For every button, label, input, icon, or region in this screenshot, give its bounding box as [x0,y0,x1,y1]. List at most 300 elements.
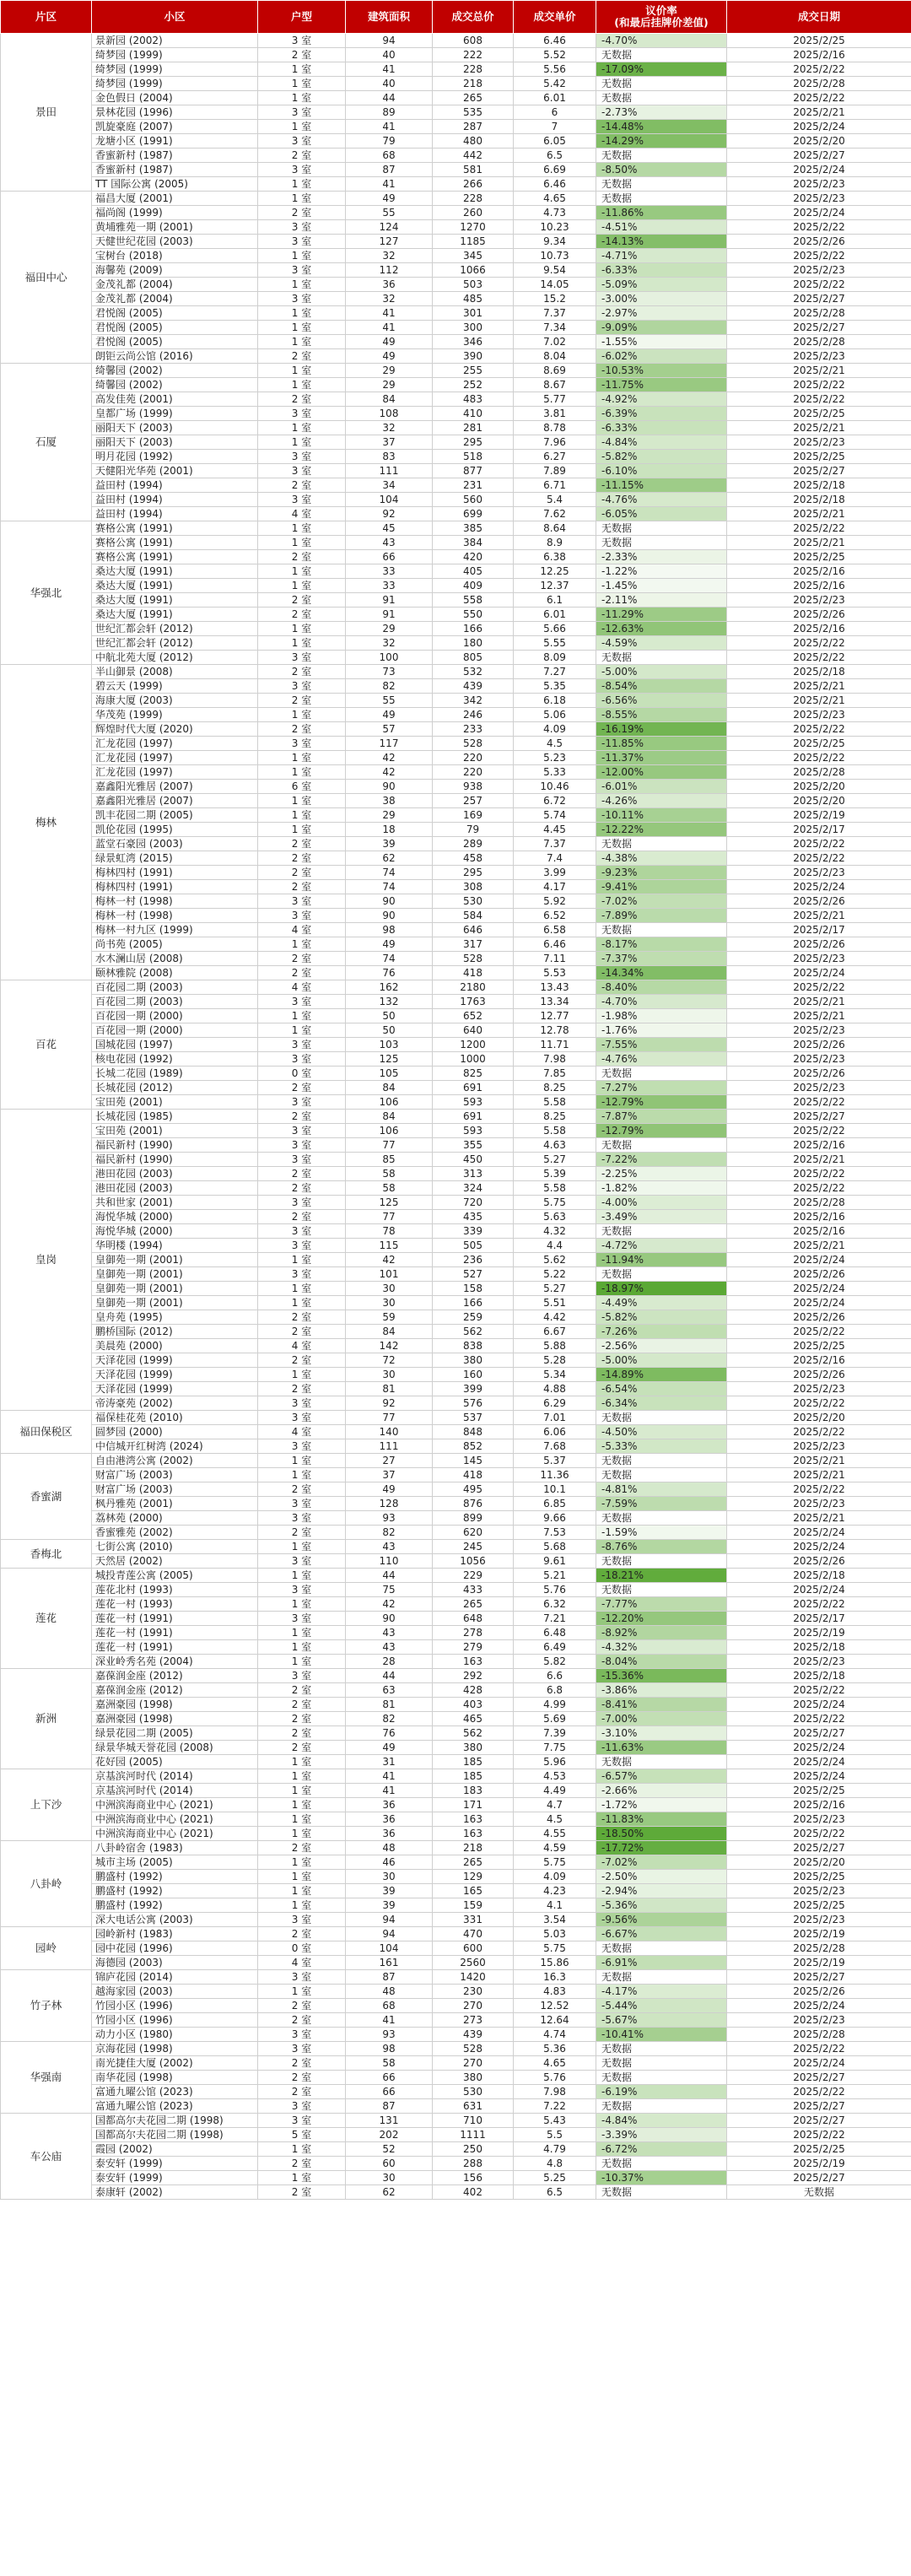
cell-layout: 2 室 [258,550,346,564]
cell-unit-price: 12.25 [514,564,596,579]
cell-discount-rate: 无数据 [596,837,727,851]
cell-discount-rate: -2.50% [596,1870,727,1884]
cell-total-price: 1763 [433,995,514,1009]
table-row [1,1626,911,1640]
cell-discount-rate: -5.00% [596,1353,727,1368]
cell-estate: 桑达大厦 (1991) [92,579,258,593]
cell-area: 49 [346,937,433,952]
cell-discount-rate: -5.82% [596,450,727,464]
table-row [1,1683,911,1698]
table-row [1,1439,911,1454]
cell-unit-price: 4.65 [514,192,596,206]
cell-area: 42 [346,751,433,765]
cell-unit-price: 11.36 [514,1468,596,1482]
cell-date: 2025/2/22 [727,651,911,665]
cell-date: 2025/2/19 [727,1956,911,1970]
cell-total-price: 228 [433,62,514,77]
cell-area: 104 [346,493,433,507]
cell-estate: 富通九曜公馆 (2023) [92,2085,258,2099]
cell-layout: 1 室 [258,1468,346,1482]
cell-date: 2025/2/16 [727,1798,911,1812]
cell-date: 2025/2/22 [727,1597,911,1612]
cell-discount-rate: -12.79% [596,1124,727,1138]
cell-total-price: 938 [433,780,514,794]
cell-area: 77 [346,1411,433,1425]
cell-unit-price: 6.46 [514,34,596,48]
cell-discount-rate: -4.72% [596,1239,727,1253]
cell-layout: 1 室 [258,435,346,450]
cell-layout: 2 室 [258,1482,346,1497]
cell-area: 74 [346,866,433,880]
cell-area: 41 [346,306,433,321]
cell-estate: 辉煌时代大厦 (2020) [92,722,258,737]
cell-estate: 富通九曜公馆 (2023) [92,2099,258,2114]
cell-total-price: 158 [433,1282,514,1296]
cell-unit-price: 7.68 [514,1439,596,1454]
cell-layout: 4 室 [258,923,346,937]
cell-district: 竹子林 [1,1970,92,2042]
cell-discount-rate: -6.33% [596,421,727,435]
cell-layout: 1 室 [258,177,346,192]
cell-area: 98 [346,923,433,937]
cell-discount-rate: -6.33% [596,263,727,278]
cell-discount-rate: -4.70% [596,995,727,1009]
table-row [1,163,911,177]
cell-estate: 香蜜新村 (1987) [92,149,258,163]
cell-discount-rate: -2.97% [596,306,727,321]
cell-unit-price: 9.54 [514,263,596,278]
table-row [1,507,911,521]
cell-area: 32 [346,636,433,651]
cell-total-price: 458 [433,851,514,866]
cell-area: 46 [346,1855,433,1870]
cell-discount-rate: -7.22% [596,1153,727,1167]
cell-unit-price: 5.77 [514,392,596,407]
cell-estate: 汇龙花园 (1997) [92,751,258,765]
cell-discount-rate: -7.87% [596,1110,727,1124]
table-row [1,608,911,622]
table-row [1,421,911,435]
cell-area: 125 [346,1052,433,1067]
cell-layout: 1 室 [258,1253,346,1267]
cell-unit-price: 6.67 [514,1325,596,1339]
cell-discount-rate: -11.75% [596,378,727,392]
cell-layout: 3 室 [258,163,346,177]
cell-date: 2025/2/25 [727,1870,911,1884]
table-row [1,966,911,980]
table-row [1,1482,911,1497]
cell-estate: 皇舟苑 (1995) [92,1310,258,1325]
cell-unit-price: 5.75 [514,1855,596,1870]
cell-area: 93 [346,1511,433,1526]
cell-layout: 2 室 [258,392,346,407]
cell-total-price: 699 [433,507,514,521]
cell-layout: 1 室 [258,1870,346,1884]
cell-estate: 长城花园 (2012) [92,1081,258,1095]
cell-unit-price: 5.82 [514,1655,596,1669]
cell-area: 44 [346,1569,433,1583]
table-row [1,1095,911,1110]
table-row [1,894,911,909]
cell-area: 55 [346,206,433,220]
cell-date: 2025/2/21 [727,105,911,120]
cell-estate: 鹏盛村 (1992) [92,1898,258,1913]
cell-date: 2025/2/22 [727,1425,911,1439]
table-row [1,1726,911,1741]
cell-total-price: 342 [433,694,514,708]
cell-layout: 1 室 [258,579,346,593]
cell-area: 104 [346,1941,433,1956]
table-row [1,1110,911,1124]
cell-discount-rate: 无数据 [596,77,727,91]
cell-area: 108 [346,407,433,421]
cell-date: 2025/2/27 [727,2114,911,2128]
cell-area: 18 [346,823,433,837]
cell-unit-price: 3.54 [514,1913,596,1927]
cell-discount-rate: 无数据 [596,1970,727,1985]
cell-discount-rate: -9.56% [596,1913,727,1927]
cell-area: 37 [346,1468,433,1482]
cell-layout: 1 室 [258,521,346,536]
cell-unit-price: 4.1 [514,1898,596,1913]
cell-layout: 1 室 [258,306,346,321]
cell-unit-price: 8.9 [514,536,596,550]
cell-date: 2025/2/24 [727,1741,911,1755]
cell-total-price: 600 [433,1941,514,1956]
cell-layout: 2 室 [258,665,346,679]
cell-total-price: 1000 [433,1052,514,1067]
cell-area: 74 [346,952,433,966]
cell-total-price: 355 [433,1138,514,1153]
cell-total-price: 278 [433,1626,514,1640]
cell-unit-price: 6.58 [514,923,596,937]
table-row [1,851,911,866]
cell-unit-price: 6.5 [514,149,596,163]
cell-area: 29 [346,622,433,636]
cell-layout: 3 室 [258,1913,346,1927]
cell-discount-rate: -14.89% [596,1368,727,1382]
cell-unit-price: 6.49 [514,1640,596,1655]
cell-total-price: 652 [433,1009,514,1023]
cell-estate: 长城花园 (1985) [92,1110,258,1124]
cell-total-price: 266 [433,177,514,192]
cell-unit-price: 4.23 [514,1884,596,1898]
cell-total-price: 380 [433,2071,514,2085]
cell-layout: 3 室 [258,1411,346,1425]
cell-district: 百花 [1,980,92,1110]
cell-total-price: 1200 [433,1038,514,1052]
cell-date: 2025/2/24 [727,2056,911,2071]
cell-district: 华强北 [1,521,92,665]
cell-layout: 1 室 [258,335,346,349]
cell-total-price: 218 [433,77,514,91]
cell-date: 2025/2/24 [727,1526,911,1540]
cell-area: 202 [346,2128,433,2142]
cell-area: 42 [346,1253,433,1267]
cell-unit-price: 8.69 [514,364,596,378]
cell-layout: 3 室 [258,2028,346,2042]
table-row [1,2085,911,2099]
cell-layout: 1 室 [258,1296,346,1310]
cell-total-price: 222 [433,48,514,62]
cell-total-price: 527 [433,1267,514,1282]
table-row [1,694,911,708]
cell-estate: 凯旋豪庭 (2007) [92,120,258,134]
cell-discount-rate: -4.76% [596,493,727,507]
cell-discount-rate: 无数据 [596,651,727,665]
table-row [1,48,911,62]
cell-unit-price: 4.09 [514,1870,596,1884]
cell-unit-price: 10.23 [514,220,596,235]
cell-layout: 2 室 [258,1110,346,1124]
cell-date: 2025/2/19 [727,808,911,823]
cell-estate: 霞园 (2002) [92,2142,258,2157]
cell-date: 2025/2/23 [727,1884,911,1898]
cell-estate: 竹园小区 (1996) [92,1999,258,2013]
cell-date: 2025/2/20 [727,794,911,808]
cell-total-price: 691 [433,1081,514,1095]
cell-unit-price: 12.64 [514,2013,596,2028]
cell-area: 44 [346,1669,433,1683]
cell-total-price: 231 [433,478,514,493]
cell-layout: 1 室 [258,937,346,952]
header-area: 建筑面积 [346,1,433,34]
cell-estate: 城市主场 (2005) [92,1855,258,1870]
cell-total-price: 450 [433,1153,514,1167]
cell-total-price: 289 [433,837,514,851]
cell-date: 2025/2/25 [727,2142,911,2157]
cell-layout: 3 室 [258,1153,346,1167]
cell-discount-rate: -9.41% [596,880,727,894]
cell-unit-price: 5.52 [514,48,596,62]
cell-layout: 3 室 [258,995,346,1009]
cell-layout: 2 室 [258,1683,346,1698]
cell-total-price: 720 [433,1196,514,1210]
cell-estate: 梅林四村 (1991) [92,880,258,894]
table-row [1,995,911,1009]
cell-area: 76 [346,1726,433,1741]
cell-estate: 赛格公寓 (1991) [92,536,258,550]
cell-discount-rate: -3.10% [596,1726,727,1741]
cell-discount-rate: -4.70% [596,34,727,48]
cell-total-price: 288 [433,2157,514,2171]
cell-discount-rate: -5.67% [596,2013,727,2028]
table-row [1,952,911,966]
cell-date: 2025/2/24 [727,1296,911,1310]
cell-estate: 福保桂花苑 (2010) [92,1411,258,1425]
table-row [1,1712,911,1726]
cell-layout: 2 室 [258,1210,346,1224]
cell-date: 2025/2/22 [727,91,911,105]
table-row [1,435,911,450]
cell-unit-price: 5.25 [514,2171,596,2185]
cell-district: 石厦 [1,364,92,521]
cell-area: 78 [346,1224,433,1239]
cell-layout: 3 室 [258,1224,346,1239]
cell-total-price: 528 [433,737,514,751]
cell-estate: 中洲滨海商业中心 (2021) [92,1827,258,1841]
cell-layout: 3 室 [258,2099,346,2114]
cell-layout: 2 室 [258,2071,346,2085]
cell-total-price: 163 [433,1827,514,1841]
cell-area: 91 [346,608,433,622]
cell-unit-price: 7.4 [514,851,596,866]
cell-layout: 3 室 [258,1196,346,1210]
cell-unit-price: 6.69 [514,163,596,177]
cell-total-price: 156 [433,2171,514,2185]
cell-total-price: 257 [433,794,514,808]
cell-discount-rate: -6.19% [596,2085,727,2099]
table-row [1,866,911,880]
cell-estate: 中洲滨海商业中心 (2021) [92,1798,258,1812]
cell-estate: 城投青莲公寓 (2005) [92,1569,258,1583]
cell-layout: 2 室 [258,1325,346,1339]
cell-date: 2025/2/17 [727,923,911,937]
cell-unit-price: 4.49 [514,1784,596,1798]
cell-date: 2025/2/22 [727,249,911,263]
cell-discount-rate: -7.55% [596,1038,727,1052]
cell-discount-rate: 无数据 [596,48,727,62]
cell-estate: 锦庐花园 (2014) [92,1970,258,1985]
cell-estate: 财富广场 (2003) [92,1482,258,1497]
cell-discount-rate: -9.23% [596,866,727,880]
cell-estate: 京海花园 (1998) [92,2042,258,2056]
cell-district: 景田 [1,34,92,192]
cell-discount-rate: -2.33% [596,550,727,564]
cell-unit-price: 6.5 [514,2185,596,2200]
cell-discount-rate: -4.81% [596,1482,727,1497]
cell-date: 2025/2/25 [727,450,911,464]
table-row [1,392,911,407]
cell-layout: 3 室 [258,1497,346,1511]
cell-area: 100 [346,651,433,665]
table-row [1,1368,911,1382]
cell-estate: 港田花园 (2003) [92,1181,258,1196]
cell-total-price: 608 [433,34,514,48]
cell-unit-price: 7.02 [514,335,596,349]
cell-layout: 6 室 [258,780,346,794]
cell-layout: 3 室 [258,450,346,464]
cell-estate: 嘉葆润金座 (2012) [92,1683,258,1698]
cell-unit-price: 15.2 [514,292,596,306]
cell-discount-rate: -6.39% [596,407,727,421]
cell-date: 2025/2/21 [727,909,911,923]
cell-estate: 皇御苑一期 (2001) [92,1253,258,1267]
cell-unit-price: 4.45 [514,823,596,837]
table-row [1,2099,911,2114]
cell-date: 2025/2/21 [727,1009,911,1023]
cell-discount-rate: 无数据 [596,2185,727,2200]
cell-area: 124 [346,220,433,235]
cell-unit-price: 7.37 [514,306,596,321]
cell-unit-price: 4.99 [514,1698,596,1712]
cell-total-price: 439 [433,2028,514,2042]
cell-unit-price: 5.55 [514,636,596,651]
cell-discount-rate: -14.34% [596,966,727,980]
cell-area: 105 [346,1067,433,1081]
cell-layout: 3 室 [258,1267,346,1282]
cell-layout: 1 室 [258,1884,346,1898]
cell-area: 84 [346,1081,433,1095]
cell-date: 2025/2/24 [727,120,911,134]
cell-area: 30 [346,1870,433,1884]
cell-discount-rate: -8.50% [596,163,727,177]
cell-layout: 1 室 [258,91,346,105]
cell-layout: 2 室 [258,851,346,866]
cell-estate: 园岭新村 (1983) [92,1927,258,1941]
cell-area: 94 [346,1913,433,1927]
cell-total-price: 265 [433,91,514,105]
cell-date: 2025/2/26 [727,1310,911,1325]
cell-unit-price: 6.38 [514,550,596,564]
cell-area: 28 [346,1655,433,1669]
cell-discount-rate: -5.36% [596,1898,727,1913]
cell-total-price: 530 [433,2085,514,2099]
cell-unit-price: 6.85 [514,1497,596,1511]
cell-layout: 2 室 [258,1999,346,2013]
cell-area: 128 [346,1497,433,1511]
cell-layout: 3 室 [258,909,346,923]
cell-unit-price: 13.34 [514,995,596,1009]
cell-area: 59 [346,1310,433,1325]
cell-discount-rate: -7.89% [596,909,727,923]
cell-unit-price: 5.58 [514,1181,596,1196]
cell-layout: 1 室 [258,636,346,651]
cell-unit-price: 5.58 [514,1095,596,1110]
cell-date: 2025/2/23 [727,435,911,450]
cell-date: 2025/2/21 [727,1511,911,1526]
cell-layout: 3 室 [258,292,346,306]
cell-area: 49 [346,708,433,722]
cell-estate: 朗钜云尚公馆 (2016) [92,349,258,364]
cell-discount-rate: -6.56% [596,694,727,708]
cell-estate: 动力小区 (1980) [92,2028,258,2042]
cell-estate: 汇龙花园 (1997) [92,765,258,780]
cell-total-price: 648 [433,1612,514,1626]
cell-layout: 2 室 [258,1167,346,1181]
cell-layout: 2 室 [258,1310,346,1325]
cell-unit-price: 4.7 [514,1798,596,1812]
cell-total-price: 339 [433,1224,514,1239]
cell-unit-price: 4.88 [514,1382,596,1396]
table-row [1,1210,911,1224]
cell-discount-rate: -4.51% [596,220,727,235]
cell-layout: 1 室 [258,378,346,392]
cell-total-price: 163 [433,1655,514,1669]
cell-discount-rate: -6.91% [596,1956,727,1970]
table-body [1,34,911,2200]
cell-date: 2025/2/20 [727,780,911,794]
cell-total-price: 166 [433,622,514,636]
cell-layout: 1 室 [258,278,346,292]
cell-district: 福田中心 [1,192,92,364]
cell-discount-rate: 无数据 [596,1554,727,1569]
cell-area: 36 [346,1827,433,1841]
cell-district: 香蜜湖 [1,1454,92,1540]
cell-discount-rate: -17.09% [596,62,727,77]
cell-layout: 1 室 [258,1540,346,1554]
cell-area: 30 [346,2171,433,2185]
cell-layout: 3 室 [258,220,346,235]
cell-layout: 0 室 [258,1067,346,1081]
cell-date: 2025/2/26 [727,1067,911,1081]
table-row [1,1698,911,1712]
cell-layout: 3 室 [258,105,346,120]
cell-layout: 2 室 [258,1712,346,1726]
cell-layout: 2 室 [258,966,346,980]
cell-discount-rate: -5.44% [596,1999,727,2013]
cell-estate: 京基滨河时代 (2014) [92,1769,258,1784]
